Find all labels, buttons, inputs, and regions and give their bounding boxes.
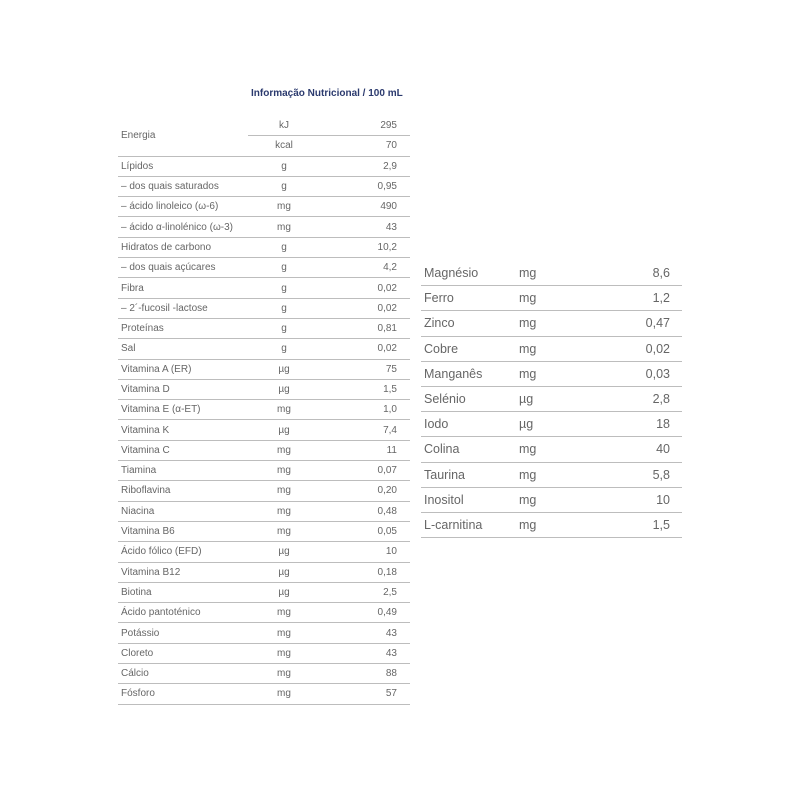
table-row <box>421 261 682 286</box>
nutrient-name: Ferro <box>421 286 519 311</box>
nutrient-unit: g <box>248 318 320 338</box>
table-row <box>118 664 410 684</box>
table-row <box>118 623 410 643</box>
nutrient-value: 0,07 <box>320 461 410 481</box>
nutrient-unit: mg <box>248 481 320 501</box>
nutrient-name: Vitamina D <box>118 379 248 399</box>
nutrient-value: 4,2 <box>320 258 410 278</box>
nutrient-unit: mg <box>519 437 579 462</box>
nutrient-unit: mg <box>248 501 320 521</box>
nutrient-name: Ácido fólico (EFD) <box>118 542 248 562</box>
table-row <box>118 521 410 541</box>
table-row <box>118 359 410 379</box>
table-row <box>421 361 682 386</box>
table-row <box>118 156 410 176</box>
nutrient-value: 0,02 <box>320 298 410 318</box>
nutrient-name: Cloreto <box>118 643 248 663</box>
nutrient-unit: µg <box>248 582 320 602</box>
table-row <box>118 542 410 562</box>
nutrient-unit: g <box>248 278 320 298</box>
nutrient-name: Biotina <box>118 582 248 602</box>
nutrient-unit: g <box>248 156 320 176</box>
nutrient-name: Colina <box>421 437 519 462</box>
table-row <box>421 487 682 512</box>
nutrient-name: – dos quais açúcares <box>118 258 248 278</box>
nutrient-unit: mg <box>519 462 579 487</box>
nutrient-name: Cobre <box>421 336 519 361</box>
nutrient-value: 18 <box>579 412 682 437</box>
table-row <box>118 197 410 217</box>
nutrient-name: Hidratos de carbono <box>118 237 248 257</box>
nutrient-unit: mg <box>519 487 579 512</box>
nutrient-unit: mg <box>519 286 579 311</box>
nutrient-value: 10 <box>320 542 410 562</box>
nutrient-unit: µg <box>519 386 579 411</box>
nutrient-value: 490 <box>320 197 410 217</box>
nutrient-unit: mg <box>248 664 320 684</box>
nutrient-value: 2,8 <box>579 386 682 411</box>
nutrient-value: 40 <box>579 437 682 462</box>
table-row <box>118 501 410 521</box>
table-row <box>118 684 410 704</box>
nutrient-value: 0,18 <box>320 562 410 582</box>
nutrient-name: Vitamina B12 <box>118 562 248 582</box>
nutrient-name: Iodo <box>421 412 519 437</box>
nutrient-unit: mg <box>248 623 320 643</box>
table-row <box>118 461 410 481</box>
nutrient-name: Energia <box>118 116 248 156</box>
nutrient-name: Fósforo <box>118 684 248 704</box>
nutrient-name: L-carnitina <box>421 512 519 537</box>
nutrient-value: 0,47 <box>579 311 682 336</box>
nutrient-name: Fibra <box>118 278 248 298</box>
nutrient-name: Inositol <box>421 487 519 512</box>
nutrient-value: 11 <box>320 440 410 460</box>
table-row <box>421 437 682 462</box>
nutrient-unit: g <box>248 298 320 318</box>
nutrient-unit: µg <box>519 412 579 437</box>
table-row <box>118 379 410 399</box>
table-row <box>421 311 682 336</box>
nutrient-name: Potássio <box>118 623 248 643</box>
table-row <box>118 643 410 663</box>
table-row <box>118 481 410 501</box>
nutrient-value: 0,05 <box>320 521 410 541</box>
nutrient-name: Vitamina K <box>118 420 248 440</box>
nutrient-value: 10 <box>579 487 682 512</box>
nutrient-name: Taurina <box>421 462 519 487</box>
nutrient-value: 1,5 <box>320 379 410 399</box>
nutrient-name: Vitamina E (α-ET) <box>118 400 248 420</box>
table-row <box>421 462 682 487</box>
nutrient-name: Magnésio <box>421 261 519 286</box>
nutrient-name: Zinco <box>421 311 519 336</box>
table-row <box>421 286 682 311</box>
minerals-table <box>421 261 682 538</box>
table-row <box>118 116 410 136</box>
nutrient-name: Ácido pantoténico <box>118 603 248 623</box>
nutrient-unit: µg <box>248 562 320 582</box>
nutrient-unit: kJ <box>248 116 320 136</box>
table-row <box>118 339 410 359</box>
nutrient-value: 0,20 <box>320 481 410 501</box>
table-row <box>118 237 410 257</box>
nutrient-name: Lípidos <box>118 156 248 176</box>
nutrient-value: 0,81 <box>320 318 410 338</box>
table-row <box>118 603 410 623</box>
nutrient-unit: mg <box>248 400 320 420</box>
table-row <box>118 562 410 582</box>
nutrient-name: Vitamina B6 <box>118 521 248 541</box>
table-row <box>118 176 410 196</box>
nutrient-unit: mg <box>519 512 579 537</box>
nutrient-name: Tiamina <box>118 461 248 481</box>
nutrient-unit: kcal <box>248 136 320 156</box>
nutrient-name: – ácido α-linolénico (ω-3) <box>118 217 248 237</box>
nutrient-value: 0,02 <box>579 336 682 361</box>
table-row <box>118 258 410 278</box>
nutrient-value: 8,6 <box>579 261 682 286</box>
table-row <box>118 420 410 440</box>
nutrient-value: 43 <box>320 217 410 237</box>
nutrient-unit: g <box>248 237 320 257</box>
nutrient-unit: µg <box>248 420 320 440</box>
nutrient-unit: µg <box>248 542 320 562</box>
nutrient-unit: g <box>248 339 320 359</box>
nutrient-value: 1,5 <box>579 512 682 537</box>
nutrient-unit: mg <box>248 440 320 460</box>
table-row <box>118 440 410 460</box>
table-row <box>421 412 682 437</box>
table-row <box>421 386 682 411</box>
nutrient-value: 0,48 <box>320 501 410 521</box>
nutrient-unit: mg <box>519 311 579 336</box>
nutrient-value: 2,5 <box>320 582 410 602</box>
table-row <box>421 336 682 361</box>
nutrient-value: 0,95 <box>320 176 410 196</box>
nutrient-unit: mg <box>248 521 320 541</box>
nutrient-name: Cálcio <box>118 664 248 684</box>
nutrient-value: 75 <box>320 359 410 379</box>
nutrient-value: 0,02 <box>320 339 410 359</box>
nutrient-unit: mg <box>248 603 320 623</box>
nutrient-unit: µg <box>248 379 320 399</box>
nutrient-value: 88 <box>320 664 410 684</box>
table-title: Informação Nutricional / 100 mL <box>251 88 403 99</box>
nutrient-unit: mg <box>248 684 320 704</box>
table-row <box>118 400 410 420</box>
nutrient-value: 1,2 <box>579 286 682 311</box>
nutrient-unit: mg <box>248 217 320 237</box>
nutrient-value: 295 <box>320 116 410 136</box>
nutrient-unit: mg <box>248 197 320 217</box>
table-row <box>421 512 682 537</box>
table-row <box>118 582 410 602</box>
nutrient-unit: mg <box>248 461 320 481</box>
nutrient-value: 1,0 <box>320 400 410 420</box>
nutrient-unit: mg <box>519 336 579 361</box>
nutrient-unit: mg <box>248 643 320 663</box>
nutrient-value: 10,2 <box>320 237 410 257</box>
nutrient-unit: mg <box>519 261 579 286</box>
nutrient-name: Niacina <box>118 501 248 521</box>
nutrient-name: Vitamina A (ER) <box>118 359 248 379</box>
nutrient-value: 70 <box>320 136 410 156</box>
table-row <box>118 217 410 237</box>
nutrient-value: 43 <box>320 643 410 663</box>
nutrient-value: 43 <box>320 623 410 643</box>
nutrient-name: Vitamina C <box>118 440 248 460</box>
nutrient-name: Manganês <box>421 361 519 386</box>
nutrient-name: – 2´-fucosil -lactose <box>118 298 248 318</box>
nutrient-value: 0,02 <box>320 278 410 298</box>
nutrient-value: 0,49 <box>320 603 410 623</box>
nutrient-name: Proteínas <box>118 318 248 338</box>
table-row <box>118 278 410 298</box>
nutrition-table <box>118 116 410 705</box>
nutrient-value: 7,4 <box>320 420 410 440</box>
nutrient-name: – ácido linoleico (ω-6) <box>118 197 248 217</box>
nutrient-value: 2,9 <box>320 156 410 176</box>
nutrient-name: – dos quais saturados <box>118 176 248 196</box>
table-row <box>118 318 410 338</box>
nutrient-unit: g <box>248 258 320 278</box>
nutrient-unit: mg <box>519 361 579 386</box>
nutrient-value: 5,8 <box>579 462 682 487</box>
table-row <box>118 298 410 318</box>
nutrient-name: Selénio <box>421 386 519 411</box>
nutrient-value: 0,03 <box>579 361 682 386</box>
nutrient-name: Sal <box>118 339 248 359</box>
nutrient-name: Riboflavina <box>118 481 248 501</box>
nutrient-unit: µg <box>248 359 320 379</box>
nutrient-unit: g <box>248 176 320 196</box>
nutrient-value: 57 <box>320 684 410 704</box>
